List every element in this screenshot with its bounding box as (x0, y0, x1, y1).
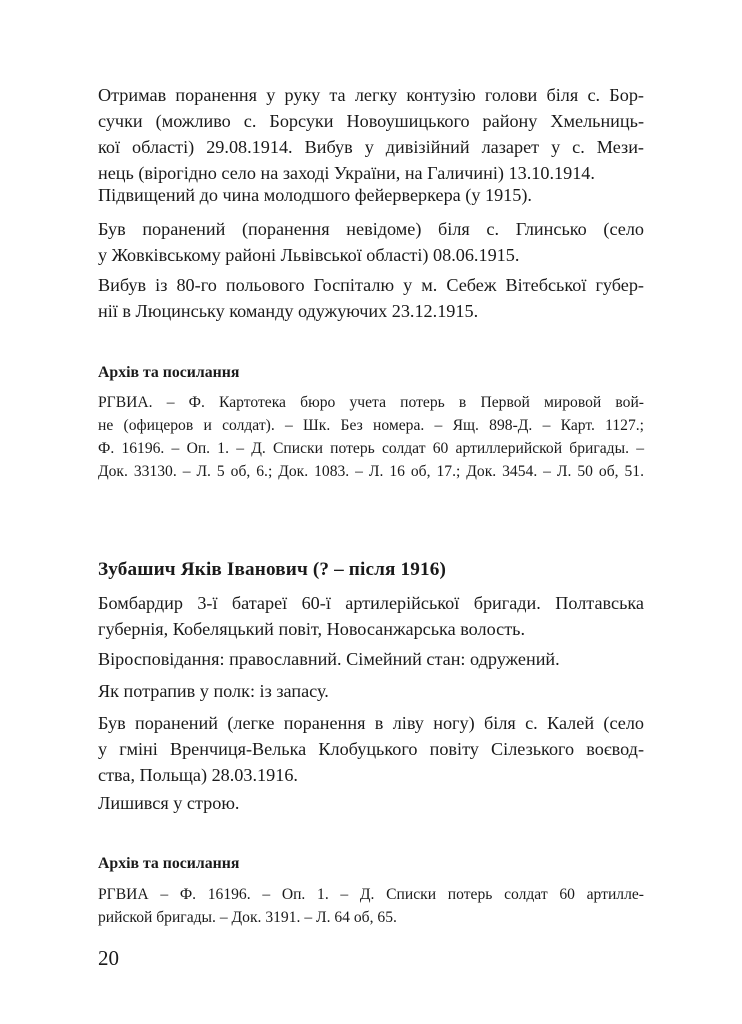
reference-line: РГВИА – Ф. 16196. – Оп. 1. – Д. Списки потерь солдат 60 артилле- (98, 886, 644, 903)
text-line: у гміні Вренчиця-Велька Клобуцького повіту Сілезького воєвод- (98, 739, 644, 759)
text-line: Підвищений до чина молодшого фейерверкера (у 1915). (98, 185, 532, 205)
archive-heading: Архів та посилання (98, 855, 240, 872)
reference-line: Ф. 16196. – Оп. 1. – Д. Списки потерь солдат 60 артиллерийской бригады. – (98, 440, 644, 457)
paragraph (98, 216, 644, 268)
paragraph (98, 646, 644, 672)
reference-line: не (офицеров и солдат). – Шк. Без номера. – Ящ. 898-Д. – Карт. 1127.; (98, 417, 644, 434)
archive-heading: Архів та посилання (98, 364, 240, 381)
paragraph (98, 182, 644, 208)
text-line: Віросповідання: православний. Сімейний стан: одружений. (98, 649, 560, 669)
reference-line: РГВИА. – Ф. Картотека бюро учета потерь в Первой мировой вой- (98, 394, 644, 411)
text-line: губернія, Кобеляцький повіт, Новосанжарська волость. (98, 619, 526, 639)
text-line: Вибув із 80-го польового Госпіталю у м. Себеж Вітебської губер- (98, 275, 644, 295)
reference-line: Док. 33130. – Л. 5 об, 6.; Док. 1083. – Л. 16 об, 17.; Док. 3454. – Л. 50 об, 51. (98, 463, 644, 480)
text-line: Як потрапив у полк: із запасу. (98, 681, 329, 701)
text-line: Був поранений (поранення невідоме) біля с. Глинсько (село (98, 219, 644, 239)
text-line: сучки (можливо с. Борсуки Новоушицького району Хмельниць- (98, 111, 644, 131)
text-line: Лишився у строю. (98, 793, 240, 813)
page-number: 20 (98, 946, 119, 970)
text-line: Був поранений (легке поранення в ліву ногу) біля с. Калей (село (98, 713, 644, 733)
paragraph (98, 790, 644, 816)
text-line: ства, Польща) 28.03.1916. (98, 765, 298, 785)
text-line: кої області) 29.08.1914. Вибув у дивізійний лазарет у с. Мези- (98, 137, 644, 157)
text-line: нець (вірогідно село на заході України, на Галичині) 13.10.1914. (98, 163, 595, 183)
paragraph (98, 678, 644, 704)
archive-references (98, 391, 644, 483)
paragraph (98, 82, 644, 186)
text-line: нії в Люцинську команду одужуючих 23.12.1915. (98, 301, 479, 321)
reference-line: рийской бригады. – Док. 3191. – Л. 64 об, 65. (98, 909, 397, 926)
text-line: Отримав поранення у руку та легку контузію голови біля с. Бор- (98, 85, 644, 105)
paragraph (98, 710, 644, 788)
person-title: Зубашич Яків Іванович (? – після 1916) (98, 559, 447, 580)
paragraph (98, 590, 644, 642)
text-line: Бомбардир 3-ї батареї 60-ї артилерійської бригади. Полтавська (98, 593, 644, 613)
text-line: у Жовківському районі Львівської області) 08.06.1915. (98, 245, 520, 265)
paragraph (98, 272, 644, 324)
archive-references (98, 883, 644, 929)
